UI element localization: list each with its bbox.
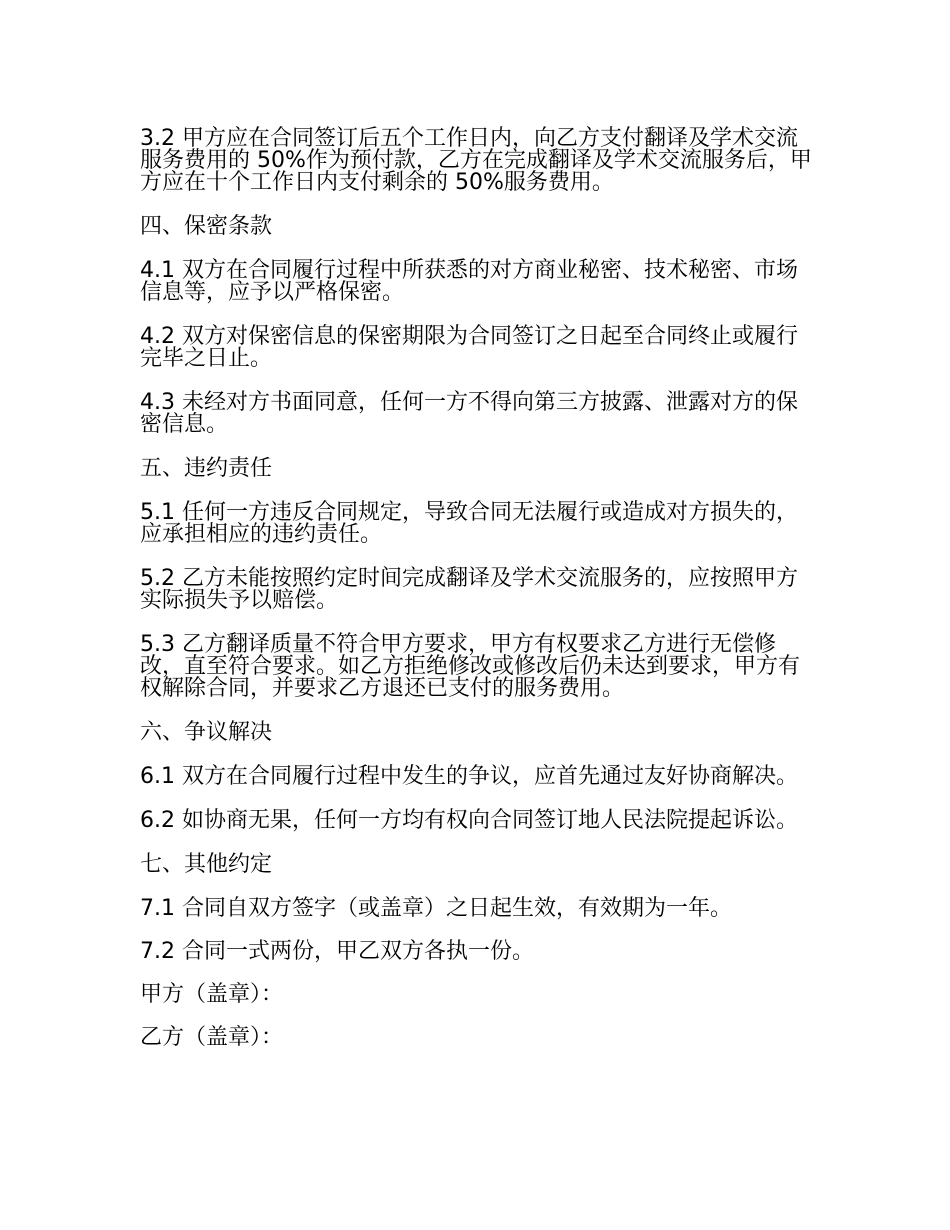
clause-4-3: 4.3 未经对方书面同意，任何一方不得向第三方披露、泄露对方的保密信息。 (140, 390, 798, 437)
clause-4-2: 4.2 双方对保密信息的保密期限为合同签订之日起至合同终止或履行完毕之日止。 (140, 324, 798, 371)
section-heading-dispute: 六、争议解决 (140, 720, 273, 745)
clause-6-2: 6.2 如协商无果，任何一方均有权向合同签订地人民法院提起诉讼。 (140, 808, 798, 833)
section-heading-other: 七、其他约定 (140, 852, 273, 877)
clause-3-2: 3.2 甲方应在合同签订后五个工作日内，向乙方支付翻译及学术交流服务费用的 50%作为预付款，乙方在完成翻译及学术交流服务后，甲方应在十个工作日内支付剩余的 50%服务费用。 (140, 126, 812, 195)
contract-page (140, 128, 815, 1070)
party-a-seal: 甲方（盖章）： (140, 982, 284, 1007)
section-heading-liability: 五、违约责任 (140, 456, 273, 481)
clause-5-1: 5.1 任何一方违反合同规定，导致合同无法履行或造成对方损失的，应承担相应的违约责任。 (140, 500, 798, 547)
party-b-seal: 乙方（盖章）： (140, 1025, 284, 1050)
section-heading-confidentiality: 四、保密条款 (140, 214, 273, 239)
clause-7-1: 7.1 合同自双方签字（或盖章）之日起生效，有效期为一年。 (140, 896, 732, 921)
clause-7-2: 7.2 合同一式两份，甲乙双方各执一份。 (140, 939, 534, 964)
clause-5-2: 5.2 乙方未能按照约定时间完成翻译及学术交流服务的，应按照甲方实际损失予以赔偿。 (140, 566, 798, 613)
clause-6-1: 6.1 双方在合同履行过程中发生的争议，应首先通过友好协商解决。 (140, 764, 798, 789)
clause-5-3: 5.3 乙方翻译质量不符合甲方要求，甲方有权要求乙方进行无偿修改，直至符合要求。如乙方拒绝修改或修改后仍未达到要求，甲方有权解除合同，并要求乙方退还已支付的服务费用。 (140, 632, 801, 701)
clause-4-1: 4.1 双方在合同履行过程中所获悉的对方商业秘密、技术秘密、市场信息等，应予以严格保密。 (140, 258, 798, 305)
